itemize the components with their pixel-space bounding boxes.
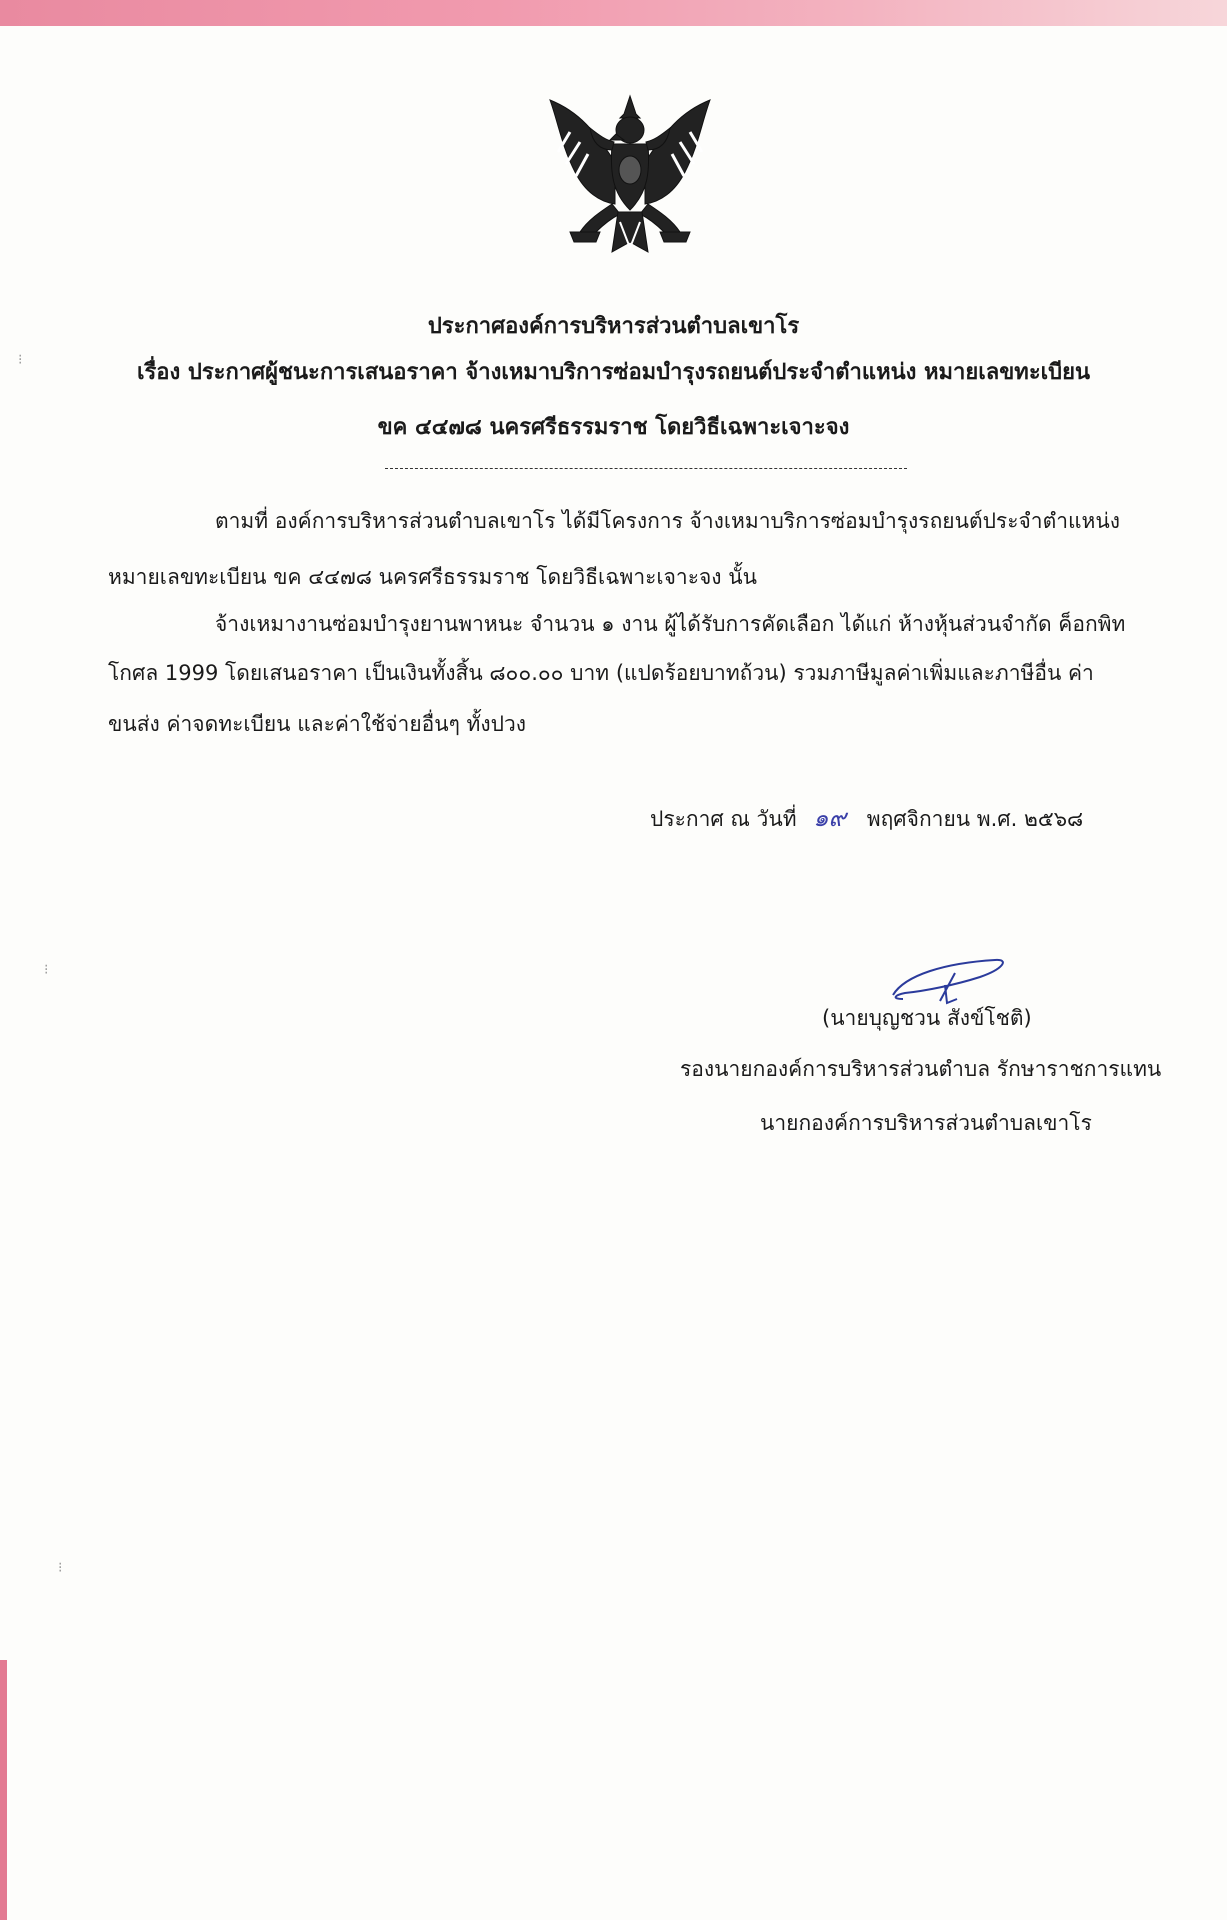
signatory-position-line-2: นายกองค์การบริหารส่วนตำบลเขาโร xyxy=(760,1111,1092,1135)
date-month-year: พฤศจิกายน พ.ศ. ๒๕๖๘ xyxy=(866,807,1084,831)
garuda-emblem-icon xyxy=(540,92,720,262)
paragraph-2-line-2: โกศล 1999 โดยเสนอราคา เป็นเงินทั้งสิ้น ๘๐๐.๐๐ บาท (แปดร้อยบาทถ้วน) รวมภาษีมูลค่าเพิ่มและภาษีอื่น ค่า xyxy=(108,661,1094,685)
left-page-edge xyxy=(0,1660,7,1920)
signatory-name: (นายบุญชวน สังข์โชติ) xyxy=(822,1006,1032,1030)
paragraph-1-line-1: ตามที่ องค์การบริหารส่วนตำบลเขาโร ได้มีโครงการ จ้างเหมาบริการซ่อมบำรุงรถยนต์ประจำตำแหน่ง xyxy=(215,509,1120,533)
scan-mark: ⁝ xyxy=(44,962,49,978)
date-day-handwritten: ๑๙ xyxy=(813,804,847,832)
announcement-title: ประกาศองค์การบริหารส่วนตำบลเขาโร xyxy=(427,314,800,339)
subject-line-2: ขค ๔๔๗๘ นครศรีธรรมราช โดยวิธีเฉพาะเจาะจง xyxy=(377,415,850,440)
signatory-position-line-1: รองนายกองค์การบริหารส่วนตำบล รักษาราชการแทน xyxy=(680,1057,1162,1081)
paragraph-2-line-3: ขนส่ง ค่าจดทะเบียน และค่าใช้จ่ายอื่นๆ ทั้งปวง xyxy=(108,712,527,736)
separator-line xyxy=(385,468,907,469)
paragraph-1-line-2: หมายเลขทะเบียน ขค ๔๔๗๘ นครศรีธรรมราช โดยวิธีเฉพาะเจาะจง นั้น xyxy=(108,565,757,589)
paragraph-2-line-1: จ้างเหมางานซ่อมบำรุงยานพาหนะ จำนวน ๑ งาน ผู้ได้รับการคัดเลือก ได้แก่ ห้างหุ้นส่วนจำกัด ค็อกพิท xyxy=(215,612,1126,636)
scan-mark: ⁝ xyxy=(58,1560,63,1576)
subject-line-1: เรื่อง ประกาศผู้ชนะการเสนอราคา จ้างเหมาบริการซ่อมบำรุงรถยนต์ประจำตำแหน่ง หมายเลขทะเบียน xyxy=(136,360,1091,385)
scan-mark: ⁝ xyxy=(18,352,23,368)
top-page-edge xyxy=(0,0,1227,26)
date-line xyxy=(650,805,1083,832)
date-prefix: ประกาศ ณ วันที่ xyxy=(650,807,797,831)
